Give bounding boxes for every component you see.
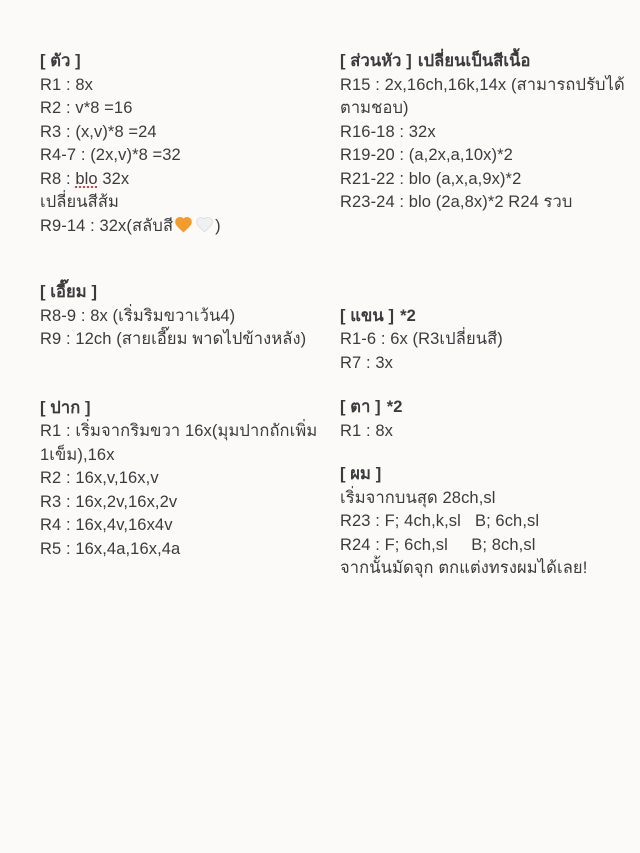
pattern-section-head xyxy=(340,50,636,215)
section-header-line xyxy=(340,463,636,487)
pattern-section-mouth xyxy=(40,397,336,562)
pattern-section-bib xyxy=(40,281,336,352)
section-header-suffix: *2 xyxy=(400,306,416,325)
section-header-line xyxy=(340,305,636,329)
pattern-line: R1 : เริ่มจากริมขวา 16x(มุมปากถักเพิ่ม 1เข็ม),16x xyxy=(40,422,323,464)
pattern-line xyxy=(40,215,336,239)
pattern-line: R23 : F; 4ch,k,sl B; 6ch,sl xyxy=(340,512,540,530)
section-header: [ ตา ] xyxy=(340,398,381,416)
pattern-line: R3 : (x,v)*8 =24 xyxy=(40,122,157,141)
section-header: [ ปาก ] xyxy=(40,398,91,417)
pattern-line: R7 : 3x xyxy=(340,353,393,372)
misspelled-word: blo xyxy=(75,169,98,188)
column-left xyxy=(40,50,336,561)
pattern-section-body xyxy=(40,50,336,238)
section-header-suffix: *2 xyxy=(386,398,403,416)
pattern-line: R4-7 : (2x,v)*8 =32 xyxy=(40,146,181,164)
pattern-line: R24 : F; 6ch,sl B; 8ch,sl xyxy=(340,535,536,554)
pattern-line: R4 : 16x,4v,16x4v xyxy=(40,516,173,534)
pattern-line: R8-9 : 8x (เริ่มริมขวาเว้น4) xyxy=(40,306,236,325)
pattern-line: R1 : 8x xyxy=(340,421,393,440)
section-header-line xyxy=(40,281,336,305)
pattern-line: R21-22 : blo (a,x,a,9x)*2 xyxy=(340,169,522,188)
section-header-line xyxy=(40,397,336,421)
pattern-line xyxy=(40,168,336,192)
pattern-line: R15 : 2x,16ch,16k,14x (สามารถปรับได้ตามชอบ) xyxy=(340,75,625,117)
pattern-section-eye xyxy=(340,396,636,443)
pattern-line: R16-18 : 32x xyxy=(340,122,436,141)
pattern-line: R5 : 16x,4a,16x,4a xyxy=(40,539,181,558)
pattern-section-arm xyxy=(340,305,636,376)
section-header-line xyxy=(340,396,636,420)
orange-heart-icon xyxy=(174,215,193,234)
section-header: [ ส่วนหัว ] xyxy=(340,52,412,70)
section-header-line xyxy=(340,50,636,74)
pattern-line: เปลี่ยนสีส้ม xyxy=(40,193,119,211)
section-header: [ ตัว ] xyxy=(40,52,81,70)
section-header-suffix: เปลี่ยนเป็นสีเนื้อ xyxy=(417,52,531,70)
line-text: R8 : xyxy=(40,169,76,188)
section-header: [ ผม ] xyxy=(340,465,382,483)
pattern-section-hair xyxy=(340,463,636,581)
line-text: R9-14 : 32x(สลับสี xyxy=(40,216,174,235)
line-text: ) xyxy=(215,216,221,235)
section-header: [ แขน ] xyxy=(340,306,395,325)
pattern-line: เริ่มจากบนสุด 28ch,sl xyxy=(340,488,496,507)
pattern-line: R3 : 16x,2v,16x,2v xyxy=(40,492,178,511)
white-heart-icon xyxy=(195,215,214,234)
pattern-line: R23-24 : blo (2a,8x)*2 R24 รวบ xyxy=(340,193,573,211)
section-header: [ เอี๊ยม ] xyxy=(40,283,98,301)
pattern-line: จากนั้นมัดจุก ตกแต่งทรงผมได้เลย! xyxy=(340,559,588,577)
pattern-line: R2 : v*8 =16 xyxy=(40,99,133,117)
pattern-line: R2 : 16x,v,16x,v xyxy=(40,469,159,487)
pattern-line: R1-6 : 6x (R3เปลี่ยนสี) xyxy=(340,330,503,348)
line-text: 32x xyxy=(97,169,130,188)
pattern-line: R9 : 12ch (สายเอี๊ยม พาดไปข้างหลัง) xyxy=(40,330,307,348)
column-right xyxy=(340,50,636,581)
section-header-line xyxy=(40,50,336,74)
pattern-line: R19-20 : (a,2x,a,10x)*2 xyxy=(340,146,513,164)
pattern-line: R1 : 8x xyxy=(40,75,93,94)
